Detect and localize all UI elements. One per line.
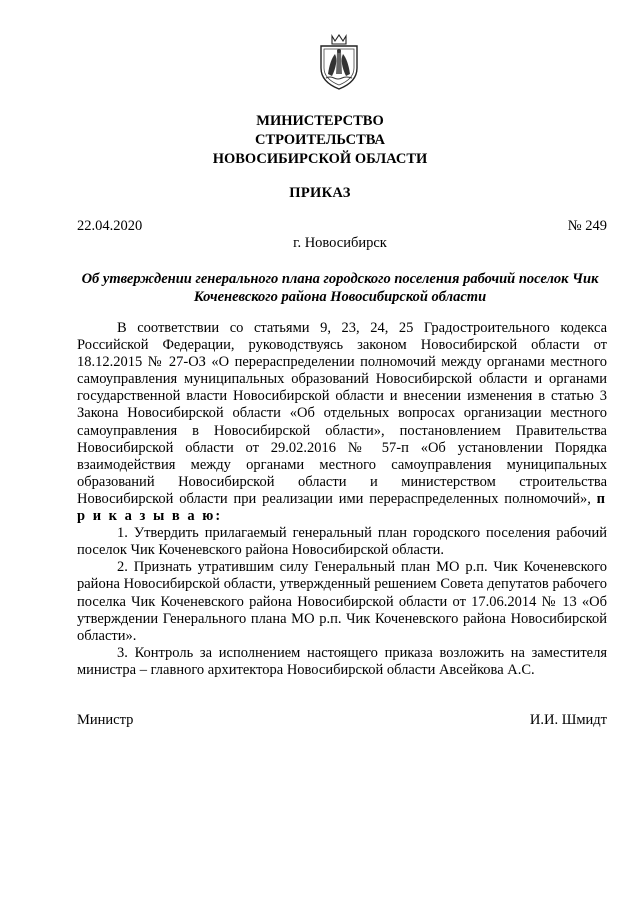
signatory-name: И.И. Шмидт (529, 712, 607, 728)
ministry-name-line-3: НОВОСИБИРСКОЙ ОБЛАСТИ (212, 151, 428, 167)
order-item-3: 3. Контроль за исполнением настоящего приказа возложить на заместителя министра – главного архитектора Новосибирской области Авсейкова А.С. (77, 644, 607, 678)
ministry-name-line-2: СТРОИТЕЛЬСТВА (254, 132, 386, 148)
preamble-paragraph (77, 320, 607, 525)
order-subject: Об утверждении генерального плана городского поселения рабочий поселок Чик Коченевского района Новосибирской области (81, 271, 599, 305)
order-item-1: 1. Утвердить прилагаемый генеральный план городского поселения рабочий поселок Чик Коченевского района Новосибирской области. (77, 525, 607, 559)
directive-colon: : (215, 508, 221, 525)
order-number: № 249 (567, 218, 607, 234)
order-city: г. Новосибирск (293, 235, 387, 251)
preamble-text: В соответствии со статьями 9, 23, 24, 25 Градостроительного кодекса Российской Федерации, руководствуясь законом Новосибирской области от 18.12.2015 № 27-ОЗ «О перераспределении полномочий между органами местного самоуправления муниципальных образований Новосибирской области и органами государственной власти Новосибирской области и внесении изменения в статью 3 Закона Новосибирской области «Об отдельных вопросах организации местного самоуправления в Новосибирской области», постановлением Правительства Новосибирской области от 29.02.2016 № 57-п «Об установлении Порядка взаимодействия между органами местного самоуправления муниципальных образований Новосибирской области и министерством строительства Новосибирской области при реализации ими перераспределенных полномочий», (77, 320, 607, 507)
novosibirsk-coat-of-arms-icon (315, 34, 363, 92)
order-date: 22.04.2020 (77, 218, 143, 234)
signatory-title: Министр (77, 712, 134, 728)
document-type-title: ПРИКАЗ (289, 185, 351, 201)
ministry-name-line-1: МИНИСТЕРСТВО (256, 113, 384, 129)
order-item-2: 2. Признать утратившим силу Генеральный план МО р.п. Чик Коченевского района Новосибирской области, утвержденный решением Совета депутатов рабочего поселка Чик Коченевского района Новосибирской области от 17.06.2014 № 13 «Об утверждении Генерального плана МО р.п. Чик Коченевского района Новосибирской области». (77, 559, 607, 644)
directive-word: п р и к а з ы в а ю (77, 490, 608, 525)
order-body (77, 320, 607, 679)
